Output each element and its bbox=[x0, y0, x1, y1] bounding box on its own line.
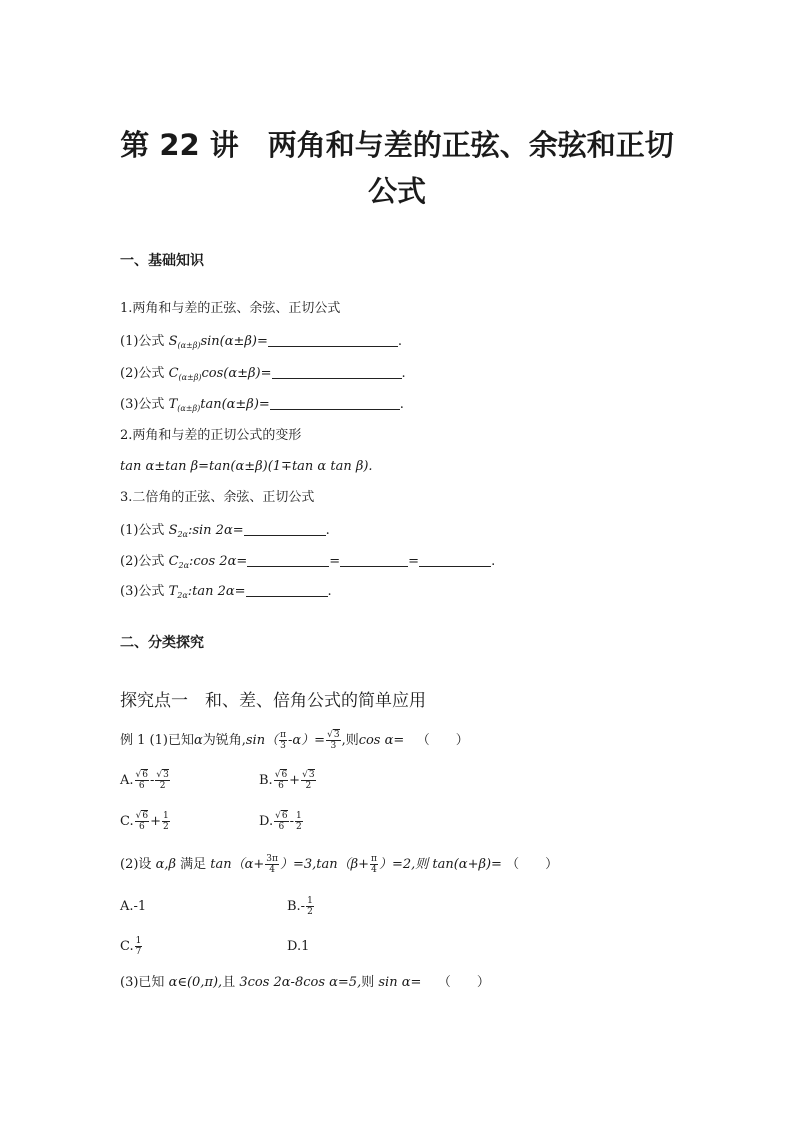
option-a[interactable]: A. $\frac{√6}{6}$ - $\frac{√3}{2}$ bbox=[120, 770, 169, 791]
q2-option-b[interactable]: B.- $\frac{1}{2}$ bbox=[287, 896, 313, 917]
answer-blank[interactable] bbox=[244, 523, 326, 536]
page-title-line-1: 第 22 讲 两角和与差的正弦、余弦和正切 bbox=[120, 128, 674, 162]
item-1-title: 1.两角和与差的正弦、余弦、正切公式 bbox=[120, 301, 341, 316]
fraction: $\frac{\pi}{3}$ bbox=[280, 730, 286, 751]
example-1-question-3: (3)已知 α∈(0,π),且 3cos 2α-8cos α=5,则 sin α= （ ） bbox=[120, 975, 490, 990]
example-1-question-1: 例 1 (1)已知α为锐角,sin（ $\frac{\pi}{3}$ -α）= $\frac{√3}{3}$ ,则cos α= （ ） bbox=[120, 730, 469, 751]
item-3-title: 3.二倍角的正弦、余弦、正切公式 bbox=[120, 490, 315, 505]
formula-c-sum: (2)公式 $C_{(\alpha\pm\beta)}\cos(\alpha\pm\beta)=$ . bbox=[120, 366, 406, 382]
formula-s-sum: (1)公式 $S_{(\alpha\pm\beta)}\sin(\alpha\pm\beta)=$ . bbox=[120, 334, 403, 350]
formula-s-double: (1)公式 $S_{2\alpha}:\sin$ 2α= . bbox=[120, 523, 330, 539]
item-2-formula: tan α±tan β=tan(α±β)(1∓tan α tan β). bbox=[120, 459, 373, 474]
answer-blank[interactable] bbox=[246, 584, 328, 597]
answer-blank[interactable] bbox=[268, 334, 398, 347]
formula-t-sum: (3)公式 $T_{(\alpha\pm\beta)}\tan(\alpha\pm\beta)=$ . bbox=[120, 397, 404, 413]
answer-blank[interactable] bbox=[272, 366, 402, 379]
section-title-explore-1: 探究点一 和、差、倍角公式的简单应用 bbox=[120, 691, 426, 711]
answer-blank[interactable] bbox=[419, 554, 491, 567]
answer-blank[interactable] bbox=[340, 554, 408, 567]
q2-option-d[interactable]: D.1 bbox=[287, 939, 310, 954]
option-d[interactable]: D. $\frac{√6}{6}$ - $\frac{1}{2}$ bbox=[259, 811, 302, 832]
option-b[interactable]: B. $\frac{√6}{6}$ + $\frac{√3}{2}$ bbox=[259, 770, 315, 791]
q2-option-c[interactable]: C. $\frac{1}{7}$ bbox=[120, 936, 142, 957]
item-2-title: 2.两角和与差的正切公式的变形 bbox=[120, 428, 302, 443]
formula-t-double: (3)公式 $T_{2\alpha}:\tan$ 2α= . bbox=[120, 584, 332, 600]
q2-option-a[interactable]: A.-1 bbox=[120, 899, 147, 914]
page-title-line-2: 公式 bbox=[367, 174, 426, 208]
answer-blank[interactable] bbox=[270, 397, 400, 410]
formula-c-double: (2)公式 $C_{2\alpha}:\cos$ 2α= = = . bbox=[120, 554, 496, 570]
option-c[interactable]: C. $\frac{√6}{6}$ + $\frac{1}{2}$ bbox=[120, 811, 169, 832]
heading-classified-exploration: 二、分类探究 bbox=[120, 635, 204, 651]
heading-basic-knowledge: 一、基础知识 bbox=[120, 253, 204, 269]
example-1-question-2: (2)设 α,β 满足 tan（α+ $\frac{3\pi}{4}$ ）=3,tan（β+ $\frac{\pi}{4}$ ）=2,则 tan(α+β)= （ ） bbox=[120, 854, 559, 875]
fraction: $\frac{√3}{3}$ bbox=[327, 730, 340, 751]
answer-blank[interactable] bbox=[247, 554, 329, 567]
